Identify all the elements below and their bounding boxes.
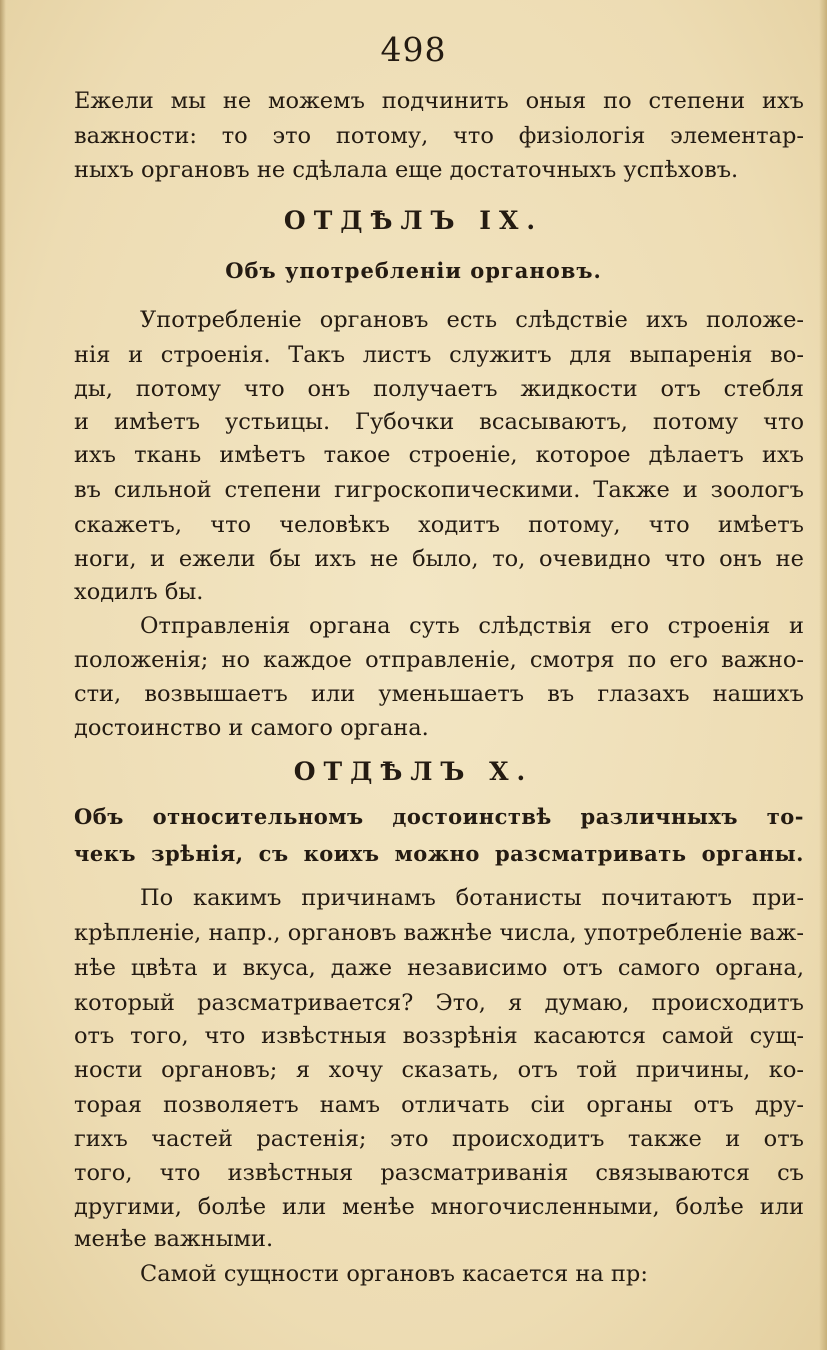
page-right-edge — [819, 0, 827, 1350]
text-line: достоинство и самого органа. — [74, 715, 429, 741]
text-line: ихъ ткань имѣетъ такое строеніе, которое дѣлаетъ ихъ — [74, 442, 804, 468]
text-line: По какимъ причинамъ ботанисты почитаютъ при- — [140, 885, 804, 911]
page-number: 498 — [380, 30, 447, 69]
text-line: ходилъ бы. — [74, 579, 204, 605]
section-subtitle: Объ употребленіи органовъ. — [225, 258, 602, 283]
page-left-edge — [0, 0, 6, 1350]
text-line: который разсматривается? Это, я думаю, происходитъ — [74, 990, 804, 1016]
section-title: ОТДѢЛЪ IX. — [283, 206, 544, 235]
text-line: Употребленіе органовъ есть слѣдствіе ихъ положе- — [140, 307, 804, 333]
text-line: гихъ частей растенія; это происходитъ также и отъ — [74, 1126, 804, 1152]
section-heading-line: Объ относительномъ достоинствѣ различныхъ то- — [74, 804, 804, 829]
text-line: Отправленія органа суть слѣдствія его строенія и — [140, 613, 804, 639]
text-line: ноги, и ежели бы ихъ не было, то, очевидно что онъ не — [74, 546, 804, 572]
text-line: торая позволяетъ намъ отличать сіи органы отъ дру- — [74, 1092, 804, 1118]
text-line: важности: то это потому, что физіологія элементар- — [74, 123, 804, 149]
text-line: ности органовъ; я хочу сказать, отъ той причины, ко- — [74, 1057, 804, 1083]
text-line: и имѣетъ устьицы. Губочки всасываютъ, потому что — [74, 409, 804, 435]
text-line: ды, потому что онъ получаетъ жидкости отъ стебля — [74, 376, 804, 402]
text-line: нѣе цвѣта и вкуса, даже независимо отъ самого органа, — [74, 955, 804, 981]
text-line: положенія; но каждое отправленіе, смотря по его важно- — [74, 647, 804, 673]
section-title: ОТДѢЛЪ X. — [293, 757, 534, 786]
text-line: въ сильной степени гигроскопическими. Также и зоологъ — [74, 477, 804, 503]
text-line: другими, болѣе или менѣе многочисленными, болѣе или — [74, 1194, 804, 1220]
text-line: ныхъ органовъ не сдѣлала еще достаточныхъ успѣховъ. — [74, 157, 739, 183]
text-line: того, что извѣстныя разсматриванія связываются съ — [74, 1160, 804, 1186]
text-line: Самой сущности органовъ касается на пр: — [140, 1261, 648, 1287]
section-heading-line: чекъ зрѣнія, съ коихъ можно разсматривать органы. — [74, 841, 804, 866]
text-line: крѣпленіе, напр., органовъ важнѣе числа, употребленіе важ- — [74, 920, 804, 946]
text-line: нія и строенія. Такъ листъ служитъ для выпаренія во- — [74, 342, 804, 368]
text-line: сти, возвышаетъ или уменьшаетъ въ глазахъ нашихъ — [74, 681, 804, 707]
text-line: Ежели мы не можемъ подчинить оныя по степени ихъ — [74, 88, 804, 114]
text-line: менѣе важными. — [74, 1226, 274, 1252]
text-line: скажетъ, что человѣкъ ходитъ потому, что имѣетъ — [74, 512, 804, 538]
text-line: отъ того, что извѣстныя воззрѣнія касаются самой сущ- — [74, 1023, 804, 1049]
